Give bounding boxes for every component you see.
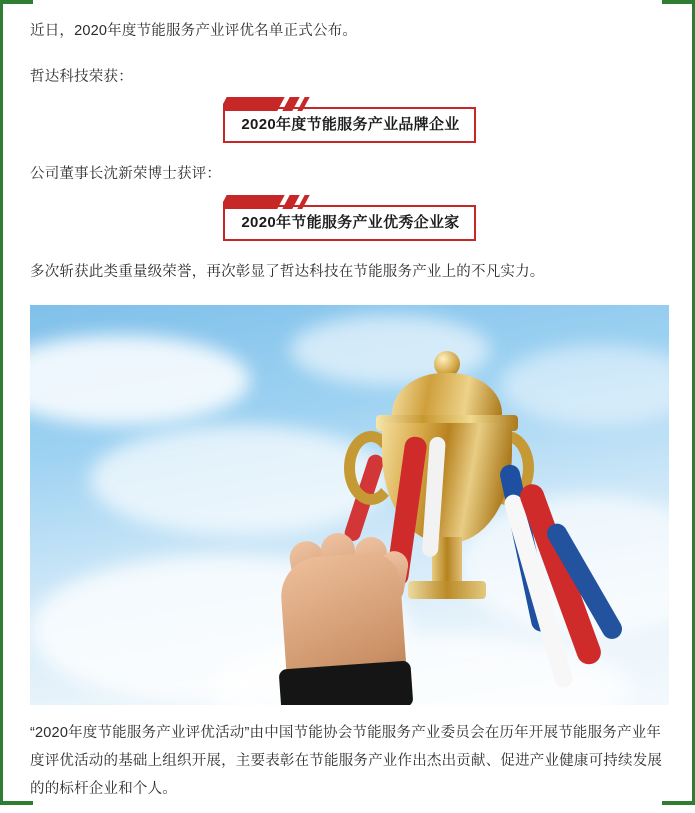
trophy-lid — [392, 373, 502, 419]
trophy-photo — [30, 305, 669, 705]
paragraph-company-award-lead: 哲达科技荣获： — [30, 68, 133, 85]
award-banner-company-label: 2020年度节能服务产业品牌企业 — [241, 116, 460, 134]
award-banner-person-wrap — [30, 205, 669, 241]
red-stripes-icon — [223, 97, 315, 111]
photo-caption: “2020年度节能服务产业评优活动”由中国节能协会节能服务产业委员会在历年开展节能服务产业年度评优活动的基础上组织开展，主要表彰在节能服务产业作出杰出贡献、促进产业健康可持续发展的的标杆企业和个人。 — [30, 724, 663, 798]
award-banner-company-wrap — [30, 107, 669, 143]
red-stripes-icon — [223, 195, 315, 209]
award-banner-person — [223, 205, 475, 241]
cloud-shape — [30, 335, 250, 425]
paragraph-chairman-award-lead: 公司董事长沈新荣博士获评： — [30, 166, 222, 183]
paragraph-intro: 近日，2020年度节能服务产业评优名单正式公布。 — [30, 23, 358, 39]
paragraph-summary: 多次斩获此类重量级荣誉，再次彰显了哲达科技在节能服务产业上的不凡实力。 — [30, 264, 545, 281]
trophy-base — [408, 581, 486, 599]
award-banner-company — [223, 107, 475, 143]
award-banner-person-label: 2020年节能服务产业优秀企业家 — [241, 213, 460, 231]
